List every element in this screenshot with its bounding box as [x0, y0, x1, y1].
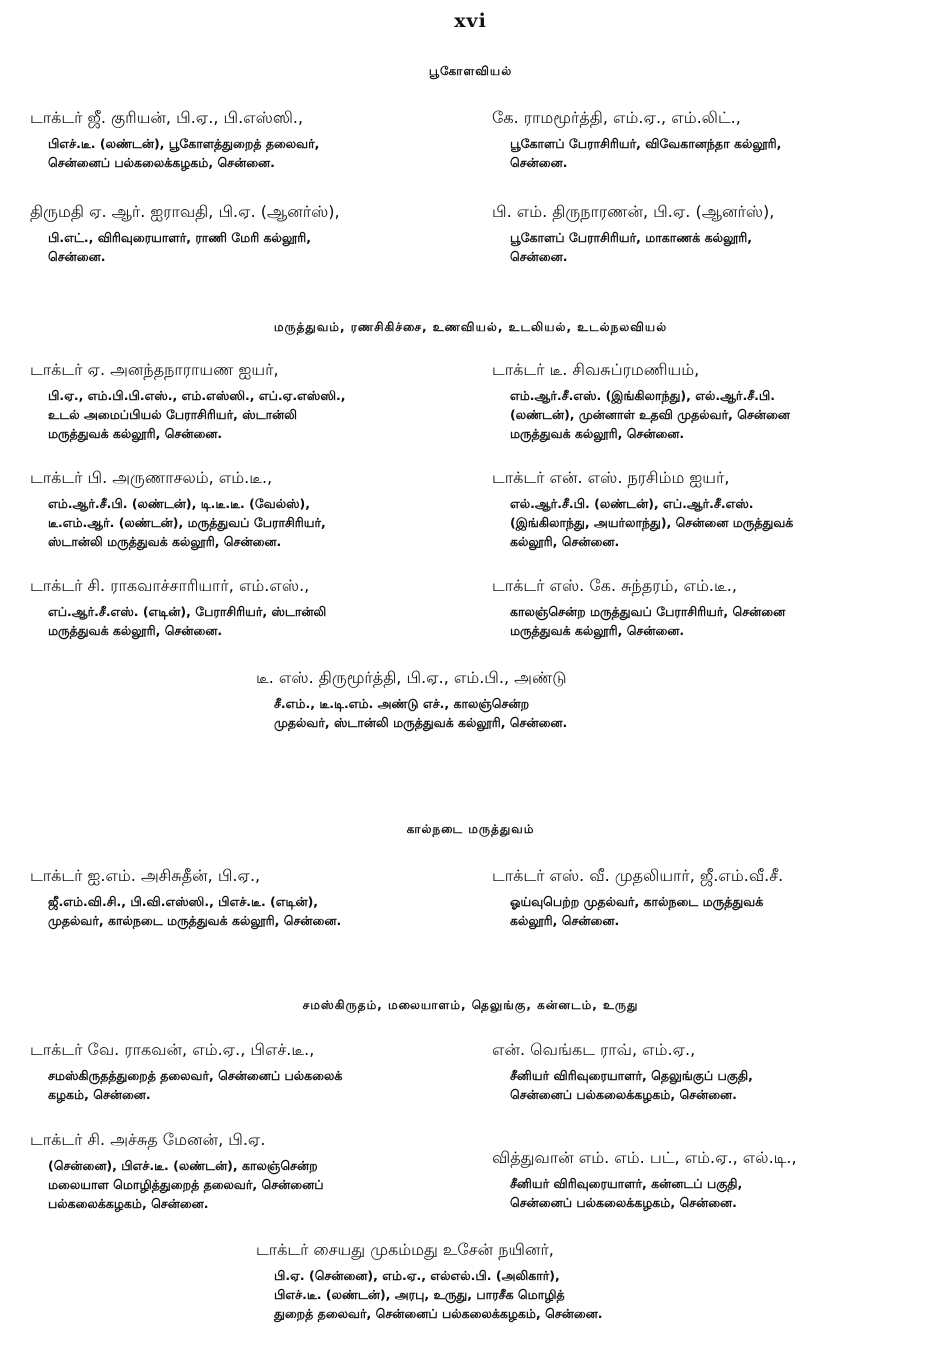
entry-sundaram — [492, 576, 785, 640]
detail-line: மருத்துவக் கல்லூரி, சென்னை. — [510, 623, 685, 638]
detail-line: உடல் அமைப்பியல் பேராசிரியர், ஸ்டான்லி — [48, 407, 298, 422]
entry-thirunaranan — [492, 202, 774, 266]
detail-line: (லண்டன்), முன்னாள் உதவி முதல்வர், சென்னை — [510, 407, 790, 422]
entry-details — [30, 892, 341, 930]
detail-line: பி.ஏ. (சென்னை), எம்.ஏ., எல்எல்.பி. (அலிகார்), — [274, 1268, 560, 1283]
detail-line: பூகோளப் பேராசிரியர், விவேகானந்தா கல்லூரி, — [510, 136, 782, 151]
entry-details — [492, 134, 781, 172]
detail-line: பூகோளப் பேராசிரியர், மாகாணக் கல்லூரி, — [510, 230, 752, 245]
detail-line: சீனியர் விரிவுரையாளர், தெலுங்குப் பகுதி, — [510, 1068, 753, 1083]
entry-details — [30, 1066, 342, 1104]
detail-line: சென்னை. — [510, 249, 568, 264]
detail-line: சீ.எம்., டீ.டி.எம். அண்டு எச்., காலஞ்சென்ற — [274, 696, 530, 711]
detail-line: பி.எட்., விரிவுரையாளர், ராணி மேரி கல்லூரி, — [48, 230, 311, 245]
detail-line: பி.ஏ., எம்.பி.பி.எஸ்., எம்.எஸ்ஸி., எப்.ஏ.எஸ்ஸி., — [48, 388, 346, 403]
entry-kurian — [30, 108, 319, 172]
entry-name: டாக்டர் எஸ். வீ. முதலியார், ஜீ.எம்.வீ.சீ. — [492, 866, 784, 885]
detail-line: டீ.எம்.ஆர். (லண்டன்), மருத்துவப் பேராசிரியர், — [48, 515, 326, 530]
detail-line: கல்லூரி, சென்னை. — [510, 913, 620, 928]
detail-line: எம்.ஆர்.சீ.பி. (லண்டன்), டி.டீ.டீ. (வேல்ஸ்), — [48, 496, 310, 511]
detail-line: எல்.ஆர்.சீ.பி. (லண்டன்), எப்.ஆர்.சீ.எஸ். — [510, 496, 754, 511]
detail-line: மலையாள மொழித்துறைத் தலைவர், சென்னைப் — [48, 1177, 324, 1192]
detail-line: ஸ்டான்லி மருத்துவக் கல்லூரி, சென்னை. — [48, 534, 282, 549]
entry-iravathi — [30, 202, 340, 266]
detail-line: (இங்கிலாந்து, அயர்லாந்து), சென்னை மருத்துவக் — [510, 515, 794, 530]
page-number: xvi — [454, 10, 487, 32]
detail-line: பிஎச்.டீ. (லண்டன்), பூகோளத்துறைத் தலைவர், — [48, 136, 320, 151]
section-heading-veterinary: கால்நடை மருத்துவம் — [406, 822, 535, 836]
detail-line: மருத்துவக் கல்லூரி, சென்னை. — [510, 426, 685, 441]
entry-raghavan — [30, 1040, 342, 1104]
detail-line: மருத்துவக் கல்லூரி, சென்னை. — [48, 623, 223, 638]
entry-name: டாக்டர் ஐ.எம். அசிசுதீன், பி.ஏ., — [30, 866, 261, 885]
entry-name: டாக்டர் வே. ராகவன், எம்.ஏ., பிஎச்.டீ., — [30, 1040, 315, 1059]
entry-name: டாக்டர் ஜீ. குரியன், பி.ஏ., பி.எஸ்ஸி., — [30, 108, 304, 127]
detail-line: கல்லூரி, சென்னை. — [510, 534, 620, 549]
detail-line: பல்கலைக்கழகம், சென்னை. — [48, 1196, 209, 1211]
section-heading-geography: பூகோளவியல் — [428, 64, 513, 78]
entry-name: கே. ராமமூர்த்தி, எம்.ஏ., எம்.லிட்., — [492, 108, 741, 127]
detail-line: சென்னை. — [48, 249, 106, 264]
entry-details — [492, 228, 774, 266]
entry-bhat — [492, 1148, 797, 1212]
entry-name: டாக்டர் சையது முகம்மது உசேன் நயினர், — [256, 1240, 554, 1259]
entry-ramamurthy — [492, 108, 781, 172]
entry-name: டீ. எஸ். திருமூர்த்தி, பி.ஏ., எம்.பி., அண்டு — [256, 668, 567, 687]
entry-name: டாக்டர் எஸ். கே. சுந்தரம், எம்.டீ., — [492, 576, 737, 595]
entry-thirumurthy — [256, 668, 567, 732]
detail-line: சென்னைப் பல்கலைக்கழகம், சென்னை. — [510, 1087, 737, 1102]
entry-details — [30, 134, 319, 172]
detail-line: சென்னைப் பல்கலைக்கழகம், சென்னை. — [48, 155, 275, 170]
entry-details — [30, 602, 326, 640]
detail-line: சீனியர் விரிவுரையாளர், கன்னடப் பகுதி, — [510, 1176, 743, 1191]
entry-name: டாக்டர் டீ. சிவசுப்ரமணியம், — [492, 360, 700, 379]
entry-name: டாக்டர் ஏ. அனந்தநாராயண ஐயர், — [30, 360, 279, 379]
entry-details — [492, 892, 783, 930]
detail-line: எம்.ஆர்.சீ.எஸ். (இங்கிலாந்து), எல்.ஆர்.சீ.பி. — [510, 388, 776, 403]
entry-name: டாக்டர் என். எஸ். நரசிம்ம ஐயர், — [492, 468, 730, 487]
entry-details — [256, 1266, 603, 1323]
detail-line: பிஎச்.டீ. (லண்டன்), அரபு, உருது, பாரசீக மொழித் — [274, 1287, 565, 1302]
detail-line: முதல்வர், ஸ்டான்லி மருத்துவக் கல்லூரி, சென்னை. — [274, 715, 568, 730]
entry-details — [492, 1174, 797, 1212]
entry-name: என். வெங்கட ராவ், எம்.ஏ., — [492, 1040, 696, 1059]
entry-hussain-nainar — [256, 1240, 603, 1323]
entry-arunachalam — [30, 468, 326, 551]
entry-achutha-menon — [30, 1130, 324, 1213]
entry-details — [30, 386, 346, 443]
entry-venkata-rao — [492, 1040, 753, 1104]
entry-name: டாக்டர் சி. அச்சுத மேனன், பி.ஏ. — [30, 1130, 266, 1149]
section-heading-languages: சமஸ்கிருதம், மலையாளம், தெலுங்கு, கன்னடம், உருது — [302, 998, 639, 1012]
detail-line: முதல்வர், கால்நடை மருத்துவக் கல்லூரி, சென்னை. — [48, 913, 342, 928]
detail-line: எப்.ஆர்.சீ.எஸ். (எடின்), பேராசிரியர், ஸ்டான்லி — [48, 604, 327, 619]
detail-line: ஓய்வுபெற்ற முதல்வர், கால்நடை மருத்துவக் — [510, 894, 764, 909]
detail-line: காலஞ்சென்ற மருத்துவப் பேராசிரியர், சென்னை — [510, 604, 786, 619]
detail-line: ஜீ.எம்.வி.சி., பி.வி.எஸ்ஸி., பிஎச்.டீ. (எடின்), — [48, 894, 319, 909]
detail-line: துறைத் தலைவர், சென்னைப் பல்கலைக்கழகம், சென்னை. — [274, 1306, 603, 1321]
entry-raghavachariar — [30, 576, 326, 640]
entry-details — [492, 602, 785, 640]
entry-name: பி. எம். திருநாரணன், பி.ஏ. (ஆனர்ஸ்), — [492, 202, 775, 221]
entry-details — [256, 694, 567, 732]
detail-line: மருத்துவக் கல்லூரி, சென்னை. — [48, 426, 223, 441]
entry-name: திருமதி ஏ. ஆர். ஐராவதி, பி.ஏ. (ஆனர்ஸ்), — [30, 202, 340, 221]
entry-mudaliar — [492, 866, 783, 930]
entry-name: டாக்டர் சி. ராகவாச்சாரியார், எம்.எஸ்., — [30, 576, 310, 595]
section-heading-medicine: மருத்துவம், ரணசிகிச்சை, உணவியல், உடலியல், உடல்நலவியல் — [273, 320, 668, 334]
entry-details — [30, 494, 326, 551]
entry-details — [30, 228, 340, 266]
detail-line: சென்னைப் பல்கலைக்கழகம், சென்னை. — [510, 1195, 737, 1210]
detail-line: (சென்னை), பிஎச்.டீ. (லண்டன்), காலஞ்சென்ற — [48, 1158, 318, 1173]
entry-details — [492, 386, 790, 443]
detail-line: சமஸ்கிருதத்துறைத் தலைவர், சென்னைப் பல்கலைக் — [48, 1068, 343, 1083]
entry-azizuddin — [30, 866, 341, 930]
entry-ananthanarayana — [30, 360, 346, 443]
detail-line: சென்னை. — [510, 155, 568, 170]
detail-line: கழகம், சென்னை. — [48, 1087, 151, 1102]
entry-details — [492, 1066, 753, 1104]
entry-sivasubramaniam — [492, 360, 790, 443]
entry-narasimha-iyer — [492, 468, 793, 551]
entry-details — [30, 1156, 324, 1213]
entry-name: வித்துவான் எம். எம். பட், எம்.ஏ., எல்.டி., — [492, 1148, 797, 1167]
entry-name: டாக்டர் பி. அருணாசலம், எம்.டீ., — [30, 468, 273, 487]
entry-details — [492, 494, 793, 551]
